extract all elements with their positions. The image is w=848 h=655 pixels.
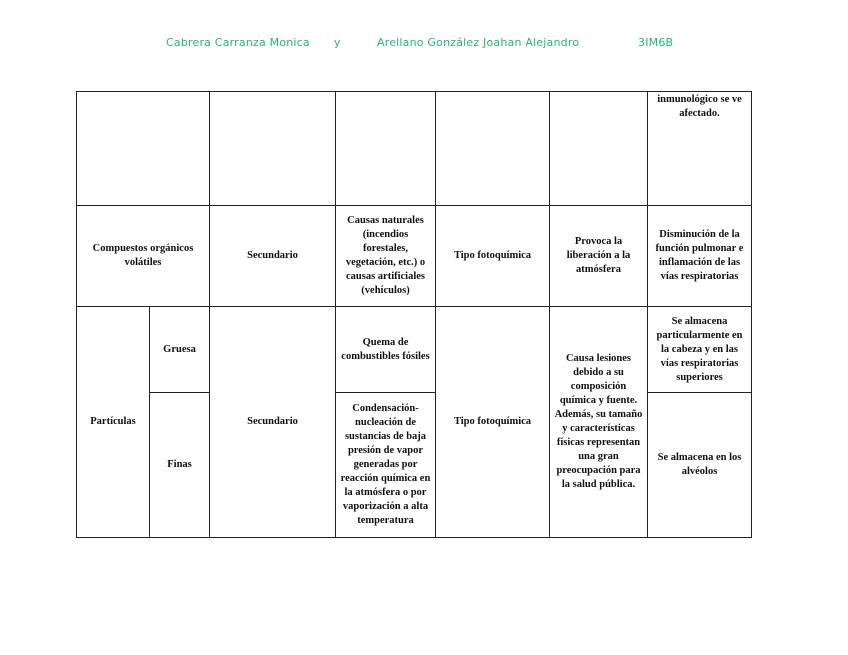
table-row-particles-coarse	[77, 307, 752, 393]
cell-empty	[436, 92, 550, 206]
cell-reaction: Tipo fotoquímica	[436, 307, 550, 538]
cell-sources: Causas naturales (incendios forestales, vegetación, etc.) o causas artificiales (vehículos)	[336, 206, 436, 307]
cell-effect: Disminución de la función pulmonar e inflamación de las vías respiratorias	[648, 206, 752, 307]
table-row-continued	[77, 92, 752, 206]
cell-contaminant: Compuestos orgánicos volátiles	[77, 206, 210, 307]
table-row-particles-fine	[77, 393, 752, 538]
cell-effect-fine: Se almacena en los alvéolos	[648, 393, 752, 538]
cell-type: Secundario	[210, 206, 336, 307]
table-row-voc	[77, 206, 752, 307]
cell-type: Secundario	[210, 307, 336, 538]
cell-empty	[550, 92, 648, 206]
cell-reaction: Tipo fotoquímica	[436, 206, 550, 307]
cell-sources-coarse: Quema de combustibles fósiles	[336, 307, 436, 393]
page-header	[0, 36, 848, 56]
cell-empty	[210, 92, 336, 206]
author-name-2: Arellano González Joahan Alejandro	[377, 36, 580, 49]
group-code: 3IM6B	[638, 36, 674, 49]
cell-mechanism: Causa lesiones debido a su composición química y fuente. Además, su tamaño y características físicas representan una gran preocupación para la salud pública.	[550, 307, 648, 538]
cell-empty	[336, 92, 436, 206]
cell-subtype-fine: Finas	[150, 393, 210, 538]
cell-mechanism: Provoca la liberación a la atmósfera	[550, 206, 648, 307]
cell-effect-coarse: Se almacena particularmente en la cabeza y en las vías respiratorias superiores	[648, 307, 752, 393]
cell-effect-continued: inmunológico se ve afectado.	[648, 92, 752, 206]
cell-sources-fine: Condensación-nucleación de sustancias de baja presión de vapor generadas por reacción química en la atmósfera o por vaporización a alta temperatura	[336, 393, 436, 538]
pollutants-table	[76, 91, 752, 538]
author-name-1: Cabrera Carranza Monica	[166, 36, 310, 49]
cell-subtype-coarse: Gruesa	[150, 307, 210, 393]
cell-contaminant: Partículas	[77, 307, 150, 538]
cell-empty	[77, 92, 210, 206]
author-conjunction: y	[334, 36, 341, 49]
